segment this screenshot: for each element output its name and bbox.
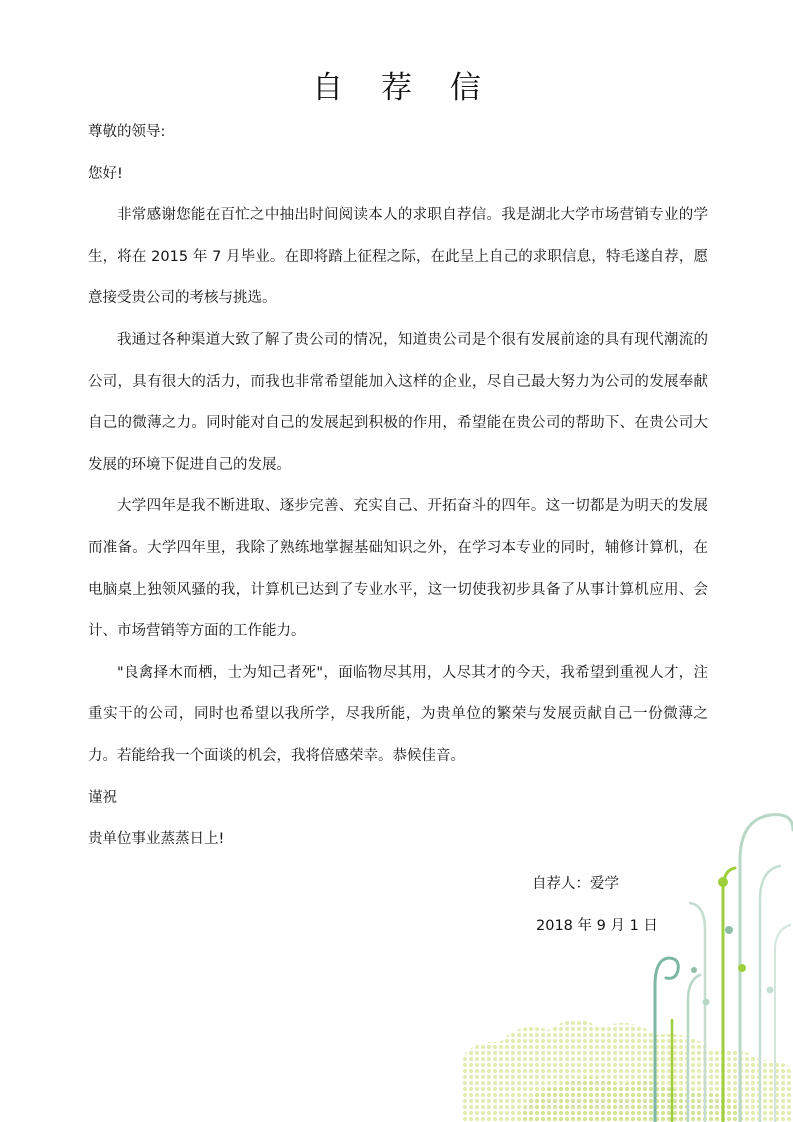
body-paragraph: 非常感谢您能在百忙之中抽出时间阅读本人的求职自荐信。我是湖北大学市场营销专业的学生，将在 2015 年 7 月毕业。在即将踏上征程之际，在此呈上自己的求职信息，特毛遂自荐，愿意接受贵公司的考核与挑选。 [88, 207, 708, 307]
letter-title: 自 荐 信 [312, 70, 495, 106]
closing: 谨祝 [88, 789, 117, 806]
greeting: 您好! [88, 165, 123, 182]
wish: 贵单位事业蒸蒸日上! [88, 831, 225, 848]
body-paragraph: 大学四年是我不断进取、逐步完善、充实自己、开拓奋斗的四年。这一切都是为明天的发展而准备。大学四年里，我除了熟练地掌握基础知识之外，在学习本专业的同时，辅修计算机，在电脑桌上独领风骚的我，计算机已达到了专业水平，这一切使我初步具备了从事计算机应用、会计、市场营销等方面的工作能力。 [88, 498, 708, 640]
dotted-hill-shape-2 [520, 1078, 745, 1122]
body-paragraph: "良禽择木而栖，士为知己者死"，面临物尽其用，人尽其才的今天，我希望到重视人才，注重实干的公司，同时也希望以我所学，尽我所能，为贵单位的繁荣与发展贡献自己一份微薄之力。若能给我一个面谈的机会，我将倍感荣幸。恭候佳音。 [88, 664, 708, 764]
salutation: 尊敬的领导: [88, 124, 166, 140]
body-paragraph: 我通过各种渠道大致了解了贵公司的情况，知道贵公司是个很有发展前途的具有现代潮流的公司，具有很大的活力，而我也非常希望能加入这样的企业，尽自己最大努力为公司的发展奉献自己的微薄之力。同时能对自己的发展起到积极的作用，希望能在贵公司的帮助下、在贵公司大发展的环境下促进自己的发展。 [88, 331, 708, 473]
date: 2018 年 9 月 1 日 [536, 918, 658, 934]
signature: 自荐人：爱学 [532, 876, 619, 892]
dotted-hill-shape [462, 1019, 793, 1122]
letter-body [88, 112, 708, 861]
